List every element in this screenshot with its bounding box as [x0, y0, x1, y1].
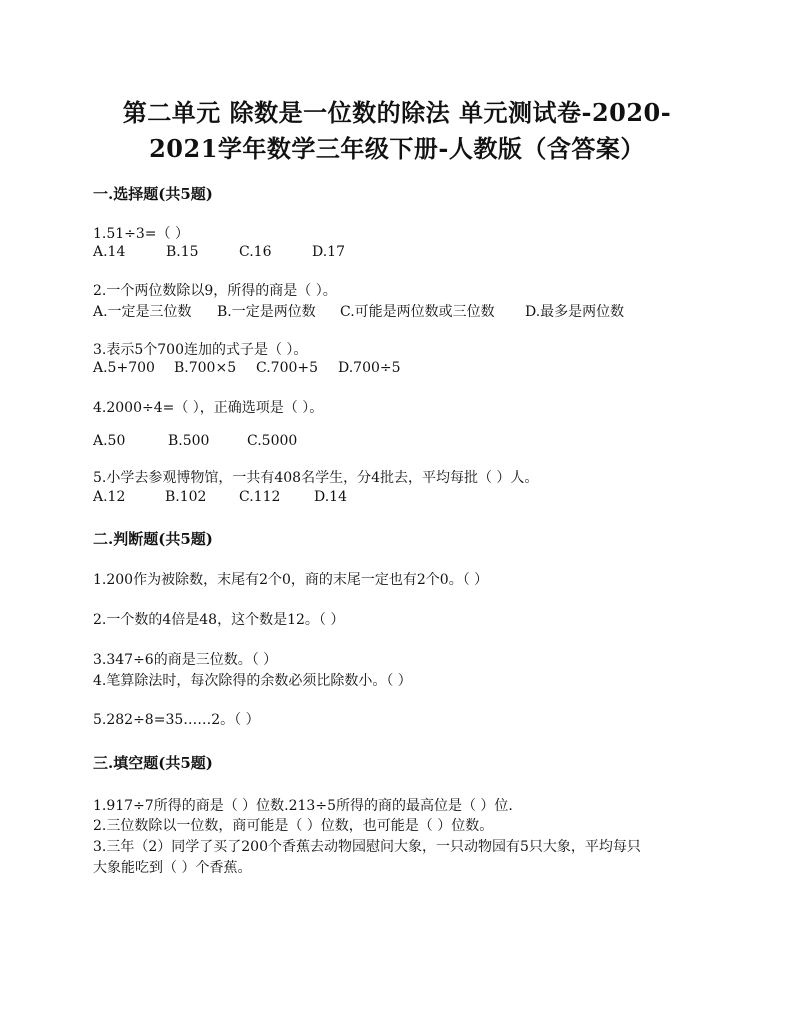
choice-question-1-options [93, 244, 345, 260]
option-b: B.一定是两位数 [217, 304, 316, 320]
option-d: D.14 [314, 489, 347, 505]
option-a: A.12 [93, 489, 126, 505]
choice-question-5: 5.小学去参观博物馆，一共有408名学生，分4批去，平均每批（ ）人。 [93, 470, 539, 486]
judge-question-5: 5.282÷8=35……2。（ ） [93, 712, 260, 728]
option-d: D.最多是两位数 [525, 304, 625, 320]
option-c: C.16 [239, 244, 272, 260]
judge-question-1: 1.200作为被除数，末尾有2个0，商的末尾一定也有2个0。（ ） [93, 572, 489, 588]
option-b: B.15 [166, 244, 199, 260]
choice-question-2-options [93, 301, 624, 321]
option-c: C.可能是两位数或三位数 [340, 304, 495, 320]
option-d: D.700÷5 [338, 360, 401, 376]
option-a: A.5+700 [93, 360, 155, 376]
fill-question-3-line-1: 3.三年（2）同学了买了200个香蕉去动物园慰问大象，一只动物园有5只大象，平均每只 [93, 839, 641, 855]
choice-question-3: 3.表示5个700连加的式子是（ ）。 [93, 342, 308, 358]
option-c: C.5000 [247, 433, 298, 449]
option-b: B.102 [165, 489, 207, 505]
option-a: A.一定是三位数 [93, 304, 192, 320]
section-heading-choice: 一.选择题(共5题) [93, 185, 213, 203]
section-heading-fill: 三.填空题(共5题) [93, 754, 213, 772]
fill-question-1: 1.917÷7所得的商是（ ）位数.213÷5所得的商的最高位是（ ）位. [93, 798, 513, 814]
choice-question-5-options [93, 489, 347, 505]
section-heading-judge: 二.判断题(共5题) [93, 530, 213, 548]
fill-question-3-line-2: 大象能吃到（ ）个香蕉。 [93, 860, 252, 876]
option-b: B.500 [168, 433, 210, 449]
option-d: D.17 [312, 244, 345, 260]
option-b: B.700×5 [174, 360, 237, 376]
judge-question-2: 2.一个数的4倍是48，这个数是12。（ ） [93, 612, 345, 628]
page-title-line-1: 第二单元 除数是一位数的除法 单元测试卷-2020- [122, 98, 672, 127]
page-title-line-2: 2021学年数学三年级下册-人教版（含答案） [149, 134, 645, 163]
choice-question-4: 4.2000÷4=（ ），正确选项是（ ）。 [93, 400, 324, 416]
option-c: C.112 [239, 489, 281, 505]
choice-question-2: 2.一个两位数除以9，所得的商是（ ）。 [93, 283, 337, 299]
choice-question-1: 1.51÷3=（ ） [93, 226, 189, 242]
option-a: A.14 [93, 244, 126, 260]
judge-question-4: 4.笔算除法时，每次除得的余数必须比除数小。（ ） [93, 673, 412, 689]
option-c: C.700+5 [256, 360, 319, 376]
judge-question-3: 3.347÷6的商是三位数。（ ） [93, 652, 278, 668]
choice-question-4-options [93, 433, 297, 449]
choice-question-3-options [93, 360, 401, 376]
option-a: A.50 [93, 433, 126, 449]
fill-question-2: 2.三位数除以一位数，商可能是（ ）位数，也可能是（ ）位数。 [93, 818, 494, 834]
